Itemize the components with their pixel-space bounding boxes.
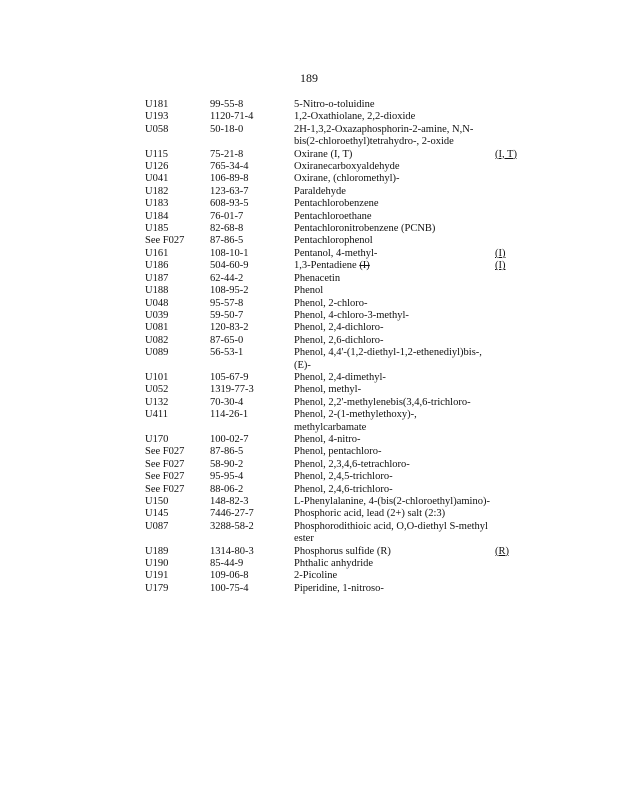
table-row [145,484,525,496]
waste-code: U161 [145,247,169,259]
cas-number: 62-44-2 [210,272,244,284]
table-row [145,583,525,595]
hazard-flag [490,397,535,409]
hazard-flag [490,285,535,297]
hazard-flag [490,583,535,595]
table-row [145,235,525,247]
cas-number: 82-68-8 [210,223,244,235]
hazard-flag [490,298,535,310]
substance-name: Oxiranecarboxyaldehyde [294,161,400,173]
waste-code: U170 [145,433,169,445]
waste-code: See F027 [145,483,185,495]
cas-number: 109-06-8 [210,570,249,582]
substance-name: Phenol, 2,4,5-trichloro- [294,471,393,483]
substance-name: Pentachlorophenol [294,235,373,247]
cas-number: 100-75-4 [210,582,249,594]
table-row [145,397,525,409]
table-row [145,446,525,458]
table-row [145,310,525,322]
hazard-flag [490,99,535,111]
hazard-flag [490,235,535,247]
table-row [145,223,525,235]
substance-name: Pentachloroethane [294,210,372,222]
substance-name: Phenol, 4-chloro-3-methyl- [294,309,409,321]
substance-name: Phenol, 4-nitro- [294,433,361,445]
page-number: 189 [300,71,318,85]
hazard-flag [490,570,535,582]
cas-number: 765-34-4 [210,161,249,173]
cas-number: 3288-58-2 [210,520,254,532]
waste-code: U185 [145,223,169,235]
struck-flag: (I) [359,260,370,272]
waste-code: U184 [145,210,169,222]
cas-number: 114-26-1 [210,409,249,421]
cas-number: 70-30-4 [210,396,244,408]
substance-name: Phenol, 2,4,6-trichloro- [294,483,393,495]
hazard-flag [490,111,535,123]
cas-number: 7446-27-7 [210,508,254,520]
cas-number: 99-55-8 [210,99,244,110]
substance-name: Phenol, 2,3,4,6-tetrachloro- [294,458,410,470]
cas-number: 87-65-0 [210,334,244,346]
substance-name: 5-Nitro-o-toluidine [294,99,375,110]
cas-number: 100-02-7 [210,433,249,445]
cas-number: 59-50-7 [210,309,244,321]
substance-name: Phenol, 2,2'-methylenebis(3,4,6-trichloro- [294,396,471,408]
waste-code: U126 [145,161,169,173]
table-row [145,372,525,384]
table-row [145,298,525,310]
cas-number: 123-63-7 [210,185,249,197]
cas-number: 608-93-5 [210,198,249,210]
substance-name: Piperidine, 1-nitroso- [294,582,384,594]
substance-name: Phosphoric acid, lead (2+) salt (2:3) [294,508,446,520]
substance-name: Phenol, 2,4-dichloro- [294,322,384,334]
waste-code: U181 [145,99,169,110]
table-row [145,471,525,483]
hazard-flag [490,484,535,496]
waste-code: U041 [145,173,169,185]
hazard-flag [490,558,535,570]
cas-number: 75-21-8 [210,148,244,160]
table-row [145,322,525,334]
cas-number: 1120-71-4 [210,111,254,123]
hazard-flag [490,434,535,446]
table-row [145,434,525,446]
hazard-flag [490,173,535,185]
substance-name: Pentanol, 4-methyl- [294,247,378,259]
hazard-flag [490,273,535,285]
cas-number: 106-89-8 [210,173,249,185]
cas-number: 148-82-3 [210,496,249,507]
hazard-flag [490,310,535,322]
waste-code: U052 [145,384,169,396]
table-row [145,149,525,161]
table-row [145,570,525,582]
table-row [145,558,525,570]
table-row [145,248,525,260]
substance-name: Phenol, 2-chloro- [294,297,368,309]
hazard-flag [490,459,535,471]
hazard-flag [490,161,535,173]
hazard-flag [490,471,535,483]
waste-code: U183 [145,198,169,210]
table-row [145,124,525,149]
hazard-flag [490,186,535,198]
table-row [145,521,525,546]
substance-name: Phenol, methyl- [294,384,362,396]
cas-number: 1319-77-3 [210,384,254,396]
substance-name: 2-Picoline [294,570,338,582]
cas-number: 105-67-9 [210,371,249,383]
hazard-flag [490,347,535,372]
hazard-flag [490,322,535,334]
substance-name: Phenol, pentachloro- [294,446,382,458]
table-row [145,111,525,123]
substance-name: Phenol, 4,4'-(1,2-diethyl-1,2-ethenediyl)bis-, (E)- [294,347,482,371]
hazard-flag: (I, T) [495,148,517,160]
waste-code: U145 [145,508,169,520]
waste-code: U081 [145,322,169,334]
cas-number: 120-83-2 [210,322,249,334]
cas-number: 95-57-8 [210,297,244,309]
waste-code: See F027 [145,446,185,458]
table-row [145,173,525,185]
substance-name-text: 1,3-Pentadiene [294,260,357,272]
hazard-flag [490,508,535,520]
substance-name: Phenol, 2,6-dichloro- [294,334,384,346]
hazard-flag [490,372,535,384]
cas-number: 1314-80-3 [210,545,254,557]
cas-number: 504-60-9 [210,260,249,272]
hazard-flag [490,223,535,235]
waste-code: U186 [145,260,169,272]
table-row [145,335,525,347]
hazard-flag [490,496,535,508]
hazard-flag [490,335,535,347]
waste-code: U189 [145,545,169,557]
table-row [145,347,525,372]
table-row [145,186,525,198]
cas-number: 58-90-2 [210,458,244,470]
hazard-flag [490,211,535,223]
table-row [145,161,525,173]
waste-code: U115 [145,148,168,160]
substance-name: Phenacetin [294,272,341,284]
substance-name: 1,2-Oxathiolane, 2,2-dioxide [294,111,416,123]
table-row [145,273,525,285]
hazard-flag: (R) [495,545,509,557]
substance-name [294,260,490,272]
table-row [145,260,525,272]
hazard-flag [490,124,535,149]
hazardous-waste-listing [145,99,525,595]
substance-name: Phosphorus sulfide (R) [294,545,391,557]
waste-code: U188 [145,285,169,297]
cas-number: 76-01-7 [210,210,244,222]
hazard-flag [490,409,535,434]
cas-number: 88-06-2 [210,483,244,495]
substance-name: Oxirane, (chloromethyl)- [294,173,400,185]
cas-number: 87-86-5 [210,235,244,247]
hazard-flag [490,384,535,396]
waste-code: U190 [145,558,169,570]
waste-code: U089 [145,347,169,359]
substance-name: L-Phenylalanine, 4-(bis(2-chloroethyl)amino)- [294,496,490,507]
substance-name: Phenol, 2-(1-methylethoxy)-, methylcarbamate [294,409,417,433]
table-row [145,459,525,471]
hazard-flag [490,446,535,458]
waste-code: U101 [145,371,169,383]
table-row [145,508,525,520]
cas-number: 108-95-2 [210,285,249,297]
cas-number: 85-44-9 [210,558,244,570]
waste-code: See F027 [145,458,185,470]
waste-code: U182 [145,185,169,197]
substance-name: Phosphorodithioic acid, O,O-diethyl S-methyl ester [294,520,488,545]
substance-name: Phenol [294,285,324,297]
table-row [145,496,525,508]
substance-name: Paraldehyde [294,185,346,197]
waste-code: U048 [145,297,169,309]
cas-number: 50-18-0 [210,123,244,135]
table-row [145,211,525,223]
table-row [145,198,525,210]
waste-code: U191 [145,570,169,582]
hazard-flag [490,198,535,210]
cas-number: 108-10-1 [210,247,249,259]
substance-name: Phenol, 2,4-dimethyl- [294,371,386,383]
waste-code: U179 [145,582,169,594]
table-row [145,99,525,111]
substance-name: Oxirane (I, T) [294,148,353,160]
hazard-flag: (I) [495,247,506,259]
waste-code: U150 [145,496,169,507]
waste-code: U039 [145,309,169,321]
substance-name: Pentachlorobenzene [294,198,379,210]
waste-code: U082 [145,334,169,346]
waste-code: U193 [145,111,169,123]
cas-number: 87-86-5 [210,446,244,458]
waste-code: U058 [145,123,169,135]
table-row [145,285,525,297]
waste-code: U132 [145,396,169,408]
waste-code: U411 [145,409,168,421]
table-row [145,409,525,434]
cas-number: 56-53-1 [210,347,244,359]
hazard-flag [490,521,535,546]
table-row [145,384,525,396]
waste-code: U187 [145,272,169,284]
substance-name: Phthalic anhydride [294,558,374,570]
substance-name: 2H-1,3,2-Oxazaphosphorin-2-amine, N,N-bis(2-chloroethyl)tetrahydro-, 2-oxide [294,123,474,148]
cas-number: 95-95-4 [210,471,244,483]
waste-code: See F027 [145,235,185,247]
substance-name: Pentachloronitrobenzene (PCNB) [294,223,436,235]
waste-code: See F027 [145,471,185,483]
table-row [145,546,525,558]
waste-code: U087 [145,520,169,532]
hazard-flag: (I) [495,260,506,272]
